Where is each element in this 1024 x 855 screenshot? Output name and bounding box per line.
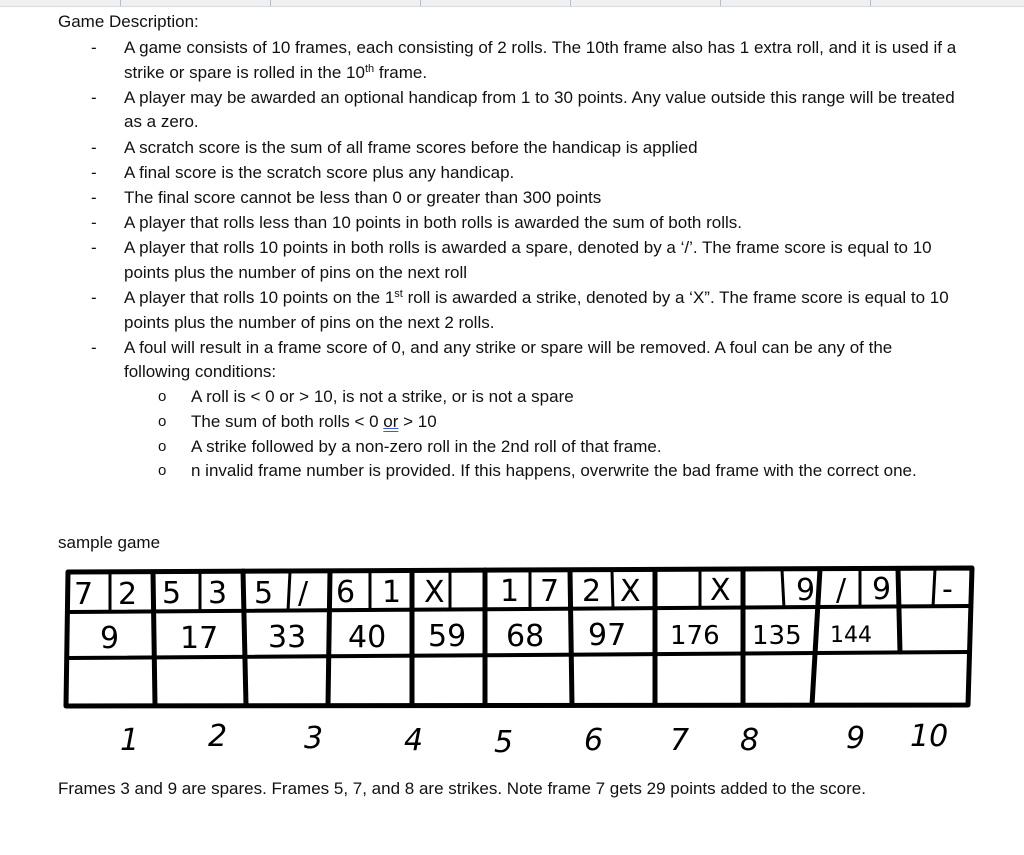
frame-score: 97	[588, 618, 627, 653]
dash-marker: -	[91, 137, 97, 157]
list-item-text: frame.	[374, 62, 428, 82]
circle-bullet-marker: o	[158, 412, 167, 430]
frame-divider	[153, 572, 155, 705]
roll-mark: 1	[500, 574, 520, 609]
frame-divider	[243, 571, 246, 705]
dash-marker: -	[91, 213, 97, 233]
dash-marker: -	[91, 162, 97, 182]
list-item	[58, 336, 958, 484]
roll-mark: 6	[336, 575, 356, 610]
frame-score: 135	[752, 621, 802, 651]
superscript: st	[394, 288, 403, 301]
roll-mark: X	[710, 573, 731, 608]
dash-marker: -	[91, 288, 97, 308]
frame-number: 5	[494, 725, 514, 760]
dash-marker: -	[91, 337, 97, 357]
frame-number: 1	[120, 723, 140, 758]
document-body	[58, 10, 958, 485]
sub-list-item	[58, 410, 958, 435]
frame-number: 2	[208, 719, 228, 754]
roll-mark: 9	[872, 572, 892, 607]
sub-list-item-text: A strike followed by a non-zero roll in the 2nd roll of that frame.	[191, 436, 662, 456]
frame-score: 176	[670, 621, 720, 651]
dash-marker: -	[91, 238, 97, 258]
ruler-tick	[870, 0, 871, 6]
roll-mark: 5	[254, 576, 274, 611]
frame-divider	[898, 569, 900, 652]
sub-list-item-text: The sum of both rolls < 0	[191, 411, 384, 431]
roll-mark: 5	[162, 576, 182, 611]
ruler-tick	[270, 0, 271, 6]
roll-mark: 1	[382, 575, 402, 610]
list-item-text: roll is awarded a strike, denoted by a ‘X”. The frame score is equal to 10 points plus the number of pins on the next 2 rolls.	[124, 288, 949, 332]
roll-box-divider	[782, 570, 784, 608]
grammar-flagged-word[interactable]: or	[383, 411, 399, 431]
ruler-bar	[0, 0, 1024, 7]
list-item	[58, 211, 958, 236]
circle-bullet-marker: o	[158, 437, 167, 455]
list-item	[58, 286, 958, 335]
roll-mark: 7	[74, 577, 94, 612]
list-item-text: The final score cannot be less than 0 or greater than 300 points	[124, 187, 602, 207]
sub-list-item	[58, 385, 958, 410]
roll-box-divider	[288, 572, 290, 611]
list-item-text: A player may be awarded an optional handicap from 1 to 30 points. Any value outside this range will be treated as a zero.	[124, 87, 955, 132]
ruler-tick	[720, 0, 721, 6]
rules-list	[58, 36, 958, 484]
frame-number: 6	[584, 723, 604, 758]
frame-number: 4	[404, 723, 424, 758]
frame-number: 3	[304, 721, 324, 756]
roll-mark: X	[424, 575, 445, 610]
frame-number: 10	[910, 719, 949, 754]
sub-list-item-text: A roll is < 0 or > 10, is not a strike, or is not a spare	[191, 387, 574, 407]
list-item-text: A player that rolls 10 points in both rolls is awarded a spare, denoted by a ‘/’. The frame score is equal to 10 points plus the number of pins on the next roll	[124, 238, 932, 282]
frame-score: 144	[830, 623, 872, 648]
sub-list-item	[58, 435, 958, 460]
frame-number: 7	[670, 723, 690, 758]
dash-marker: -	[91, 38, 97, 57]
dash-marker: -	[91, 187, 97, 207]
list-item-text: A player that rolls 10 points on the 1	[124, 288, 395, 308]
ruler-tick	[120, 0, 121, 6]
frame-number: 9	[846, 721, 866, 756]
frame-number: 8	[740, 723, 760, 758]
frame-score: 9	[100, 621, 120, 656]
dash-marker: -	[91, 87, 97, 107]
list-item-text: A foul will result in a frame score of 0, and any strike or spare will be removed. A foul can be any of the following conditions:	[124, 337, 893, 382]
list-item	[58, 161, 958, 186]
list-item-text: A game consists of 10 frames, each consisting of 2 rolls. The 10th frame also has 1 extra roll, and it is used if a strike or spare is rolled in the 10	[124, 38, 957, 82]
roll-box-divider	[612, 571, 613, 609]
frame-score: 68	[506, 619, 545, 654]
roll-mark: /	[298, 576, 309, 611]
roll-mark: 9	[796, 573, 816, 608]
frame-score: 17	[180, 621, 219, 656]
frame-score: 40	[348, 620, 387, 655]
list-item	[58, 136, 958, 161]
sample-game-label: sample game	[58, 533, 161, 552]
page-title: Game Description:	[58, 12, 199, 31]
sub-list-item	[58, 459, 958, 484]
list-item	[58, 236, 958, 285]
frame-score: 33	[268, 620, 307, 655]
list-item	[58, 186, 958, 211]
frame-divider	[570, 570, 572, 705]
roll-mark: 7	[540, 574, 560, 609]
frame-score: 59	[428, 619, 467, 654]
roll-mark: X	[620, 574, 641, 609]
frame-divider	[328, 571, 330, 705]
roll-mark: -	[942, 572, 953, 607]
roll-mark: 2	[118, 577, 138, 612]
superscript: th	[364, 62, 375, 75]
ruler-tick	[570, 0, 571, 6]
list-item-text: A final score is the scratch score plus any handicap.	[124, 162, 515, 182]
ruler-tick	[420, 0, 421, 6]
foul-conditions-list	[124, 385, 958, 484]
roll-box-divider	[933, 569, 935, 607]
list-item-text: A scratch score is the sum of all frame scores before the handicap is applied	[124, 137, 698, 157]
list-item	[58, 86, 958, 135]
circle-bullet-marker: o	[158, 388, 167, 406]
sub-list-item-text: n invalid frame number is provided. If this happens, overwrite the bad frame with the correct one.	[191, 461, 917, 481]
roll-mark: 2	[582, 574, 602, 609]
list-item-text: A player that rolls less than 10 points in both rolls is awarded the sum of both rolls.	[124, 213, 742, 233]
circle-bullet-marker: o	[158, 462, 167, 480]
sub-list-item-text: > 10	[398, 411, 437, 431]
roll-mark: 3	[208, 576, 228, 611]
roll-mark: /	[836, 573, 847, 608]
list-item	[58, 36, 958, 85]
handwritten-scorecard	[60, 560, 980, 775]
scorecard-caption: Frames 3 and 9 are spares. Frames 5, 7, and 8 are strikes. Note frame 7 gets 29 points added to the score.	[58, 779, 866, 798]
frame-numbers	[120, 719, 948, 760]
